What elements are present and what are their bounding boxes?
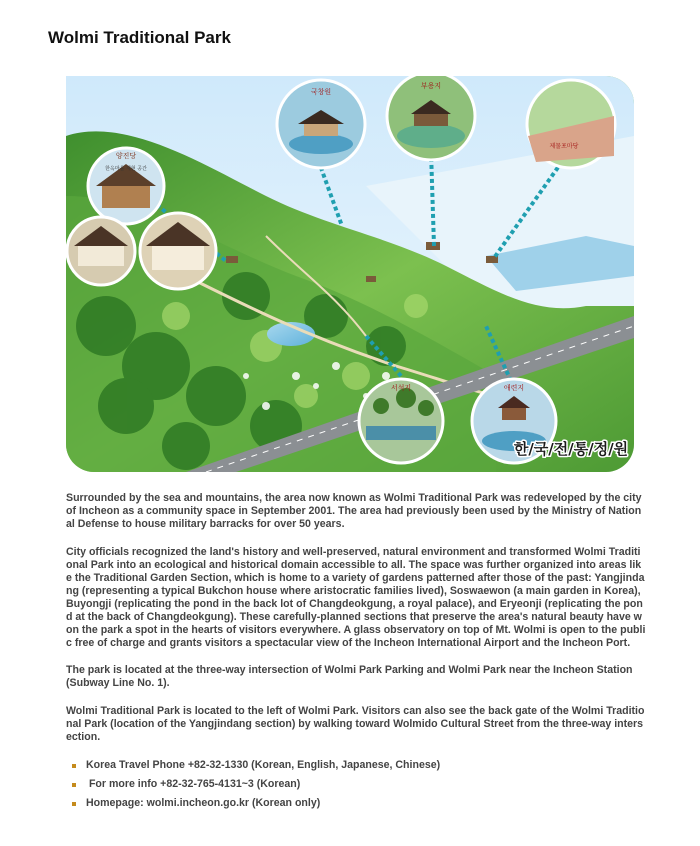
info-item-more-info xyxy=(66,775,646,794)
paragraph-intro: Surrounded by the sea and mountains, the area now known as Wolmi Traditional Park was redeveloped by the city of Incheon as a community space in September 2001. The area had previously been used by the Ministry of National Defense to house military barracks for over 50 years. xyxy=(66,492,642,530)
info-item-text[interactable]: Homepage: wolmi.incheon.go.kr (Korean only) xyxy=(86,797,321,809)
map-label-gukchangwon: 국창원 xyxy=(310,88,332,96)
info-item-text: For more info +82-32-765-4131~3 (Korean) xyxy=(86,778,301,790)
map-label-buyongji: 부용지 xyxy=(420,82,442,90)
bullet-icon xyxy=(72,802,76,806)
park-map-image xyxy=(66,76,634,472)
info-list xyxy=(66,756,646,813)
map-label-yangjindang: 양진당 xyxy=(115,152,137,160)
paragraph-directions: Wolmi Traditional Park is located to the left of Wolmi Park. Visitors can also see the back gate of the Wolmi Traditional Park (location of the Yangjindang section) by walking toward Wolmido Cultural Street from the three-way intersection. xyxy=(66,705,645,743)
map-label-eryeonji: 애련지 xyxy=(503,384,525,392)
map-caption: 한/국/전/통/정/원 xyxy=(513,440,629,458)
paragraph-location: The park is located at the three-way intersection of Wolmi Park Parking and Wolmi Park near the Incheon Station (Subway Line No. 1). xyxy=(66,664,633,689)
info-item-phone xyxy=(66,756,646,775)
paragraph-history: City officials recognized the land's history and well-preserved, natural environment and transformed Wolmi Traditional Park into an ecological and historical domain accessible to all. The space was further organized into areas like the Traditional Garden Section, which is home to a variety of gardens patterned after those of the past: Yangjindang (representing a typical Bukchon house where aristocratic families lived), Soswaewon (a main garden in Korea), Buyongji (replicating the pond in the back lot of Changdeokgung, a royal palace), and Eryeonji (replicating the pond at the back of Changdeokgung). These carefully-planned sections that preserve the area's natural beauty have won the park a spot in the hearts of visitors everywhere. A glass observatory on top of Mt. Wolmi is open to the public free of charge and grants visitors a spectacular view of the Incheon International Airport and the Incheon Port. xyxy=(66,546,646,649)
bullet-icon xyxy=(72,764,76,768)
info-item-text: Korea Travel Phone +82-32-1330 (Korean, English, Japanese, Chinese) xyxy=(86,759,441,771)
map-label-seoseokji: 서석지 xyxy=(390,384,412,392)
bullet-icon xyxy=(72,783,76,787)
page-title: Wolmi Traditional Park xyxy=(48,28,231,47)
map-label-jeongwon: 제물포마당 xyxy=(549,143,579,150)
info-item-homepage[interactable] xyxy=(66,794,646,813)
map-label-yangjindang-sub: 한옥마을 재현 공간 xyxy=(105,166,147,172)
